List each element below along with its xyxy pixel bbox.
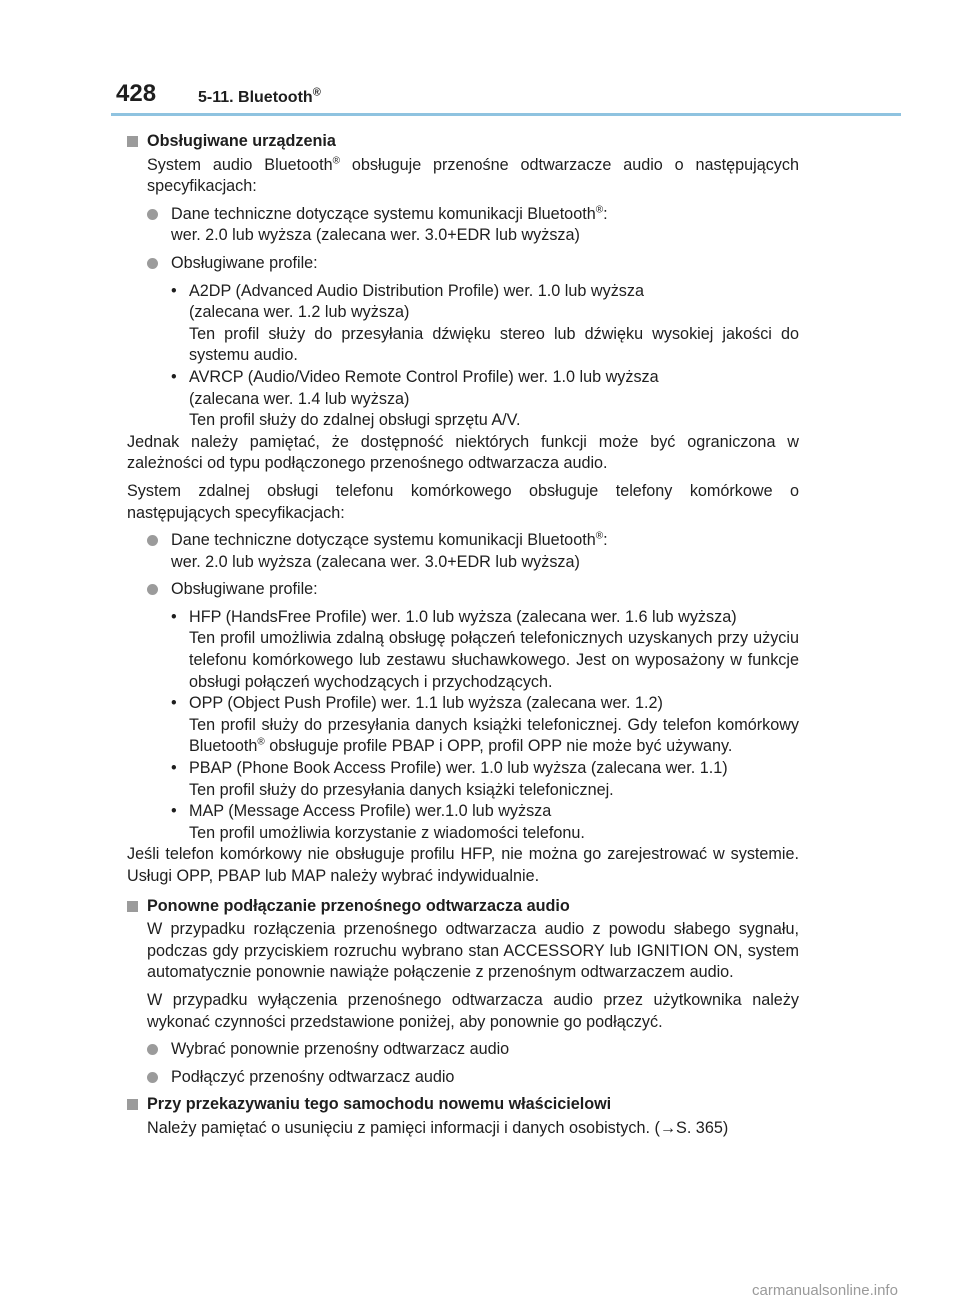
circle-list-item: Obsługiwane profile: [127,253,799,275]
paragraph: System audio Bluetooth® obsługuje przenośne odtwarzacze audio o następujących specyfikacjach: [147,155,799,196]
circle-list-item: Wybrać ponownie przenośny odtwarzacz audio [127,1039,799,1061]
bullet-list [127,607,799,845]
circle-bullet-icon [147,258,158,269]
bullet-item: • PBAP (Phone Book Access Profile) wer. 1.0 lub wyższa (zalecana wer. 1.1) Ten profil służy do przesyłania danych książki telefonicznej. [171,759,728,799]
section-heading-transfer-ownership: Przy przekazywaniu tego samochodu nowemu właścicielowi [127,1094,799,1116]
section-title: 5-11. Bluetooth® [198,86,321,106]
section-heading-reconnecting: Ponowne podłączanie przenośnego odtwarzacza audio [127,896,799,918]
page-content [127,131,799,1146]
bullet-item: • AVRCP (Audio/Video Remote Control Profile) wer. 1.0 lub wyższa (zalecana wer. 1.4 lub wyższa) Ten profil służy do zdalnej obsługi sprzętu A/V. [171,367,659,430]
paragraph: System zdalnej obsługi telefonu komórkowego obsługuje telefony komórkowe o następujących specyfikacjach: [127,481,799,522]
paragraph: Należy pamiętać o usunięciu z pamięci informacji i danych osobistych. (→S. 365) [147,1118,729,1137]
circle-list-item: Obsługiwane profile: [127,579,799,601]
circle-bullet-icon [147,209,158,220]
square-bullet-icon [127,1099,138,1110]
paragraph: Jeśli telefon komórkowy nie obsługuje profilu HFP, nie można go zarejestrować w systemie. Usługi OPP, PBAP lub MAP należy wybrać indywidualnie. [127,845,799,885]
square-bullet-icon [127,136,138,147]
circle-list-item: Dane techniczne dotyczące systemu komunikacji Bluetooth®: wer. 2.0 lub wyższa (zalecana wer. 3.0+EDR lub wyższa) [127,530,799,573]
paragraph: W przypadku rozłączenia przenośnego odtwarzacza audio z powodu słabego sygnału, podczas gdy przyciskiem rozruchu wybrano stan ACCESSORY lub IGNITION ON, system automatycznie ponownie nawiąże połączenie z przenośnym odtwarzaczem audio. [147,920,799,982]
header-divider [111,113,901,116]
bullet-item: • HFP (HandsFree Profile) wer. 1.0 lub wyższa (zalecana wer. 1.6 lub wyższa) Ten profil umożliwia zdalną obsługę połączeń telefonicznych uzyskanych przy użyciu telefonu komórkowego lub zestawu słuchawkowego. Jest on wyposażony w funkcje obsługi połączeń wychodzących i przychodzących. [171,607,799,691]
square-bullet-icon [127,901,138,912]
watermark: carmanualsonline.info [752,1282,898,1299]
bullet-item: • OPP (Object Push Profile) wer. 1.1 lub wyższa (zalecana wer. 1.2) Ten profil służy do przesyłania danych książki telefonicznej. Gdy telefon komórkowy Bluetooth® obsługuje profile PBAP i OPP, profil OPP nie może być używany. [171,694,799,756]
section-heading-supported-devices: Obsługiwane urządzenia [127,131,799,153]
paragraph: W przypadku wyłączenia przenośnego odtwarzacza audio przez użytkownika należy wykonać czynności przedstawione poniżej, aby ponownie go podłączyć. [147,990,799,1031]
bullet-item: • MAP (Message Access Profile) wer.1.0 lub wyższa Ten profil umożliwia korzystanie z wiadomości telefonu. [171,802,585,842]
bullet-item: • A2DP (Advanced Audio Distribution Profile) wer. 1.0 lub wyższa (zalecana wer. 1.2 lub wyższa) Ten profil służy do przesyłania dźwięku stereo lub dźwięku wysokiej jakości do systemu audio. [171,281,799,365]
bullet-list [127,281,799,432]
circle-list-item: Podłączyć przenośny odtwarzacz audio [127,1067,799,1089]
circle-bullet-icon [147,535,158,546]
circle-list-item: Dane techniczne dotyczące systemu komunikacji Bluetooth®: wer. 2.0 lub wyższa (zalecana wer. 3.0+EDR lub wyższa) [127,204,799,247]
page-number: 428 [116,80,157,107]
circle-bullet-icon [147,1072,158,1083]
circle-bullet-icon [147,1044,158,1055]
circle-bullet-icon [147,584,158,595]
paragraph: Jednak należy pamiętać, że dostępność niektórych funkcji może być ograniczona w zależności od typu podłączonego przenośnego odtwarzacza audio. [127,432,799,473]
